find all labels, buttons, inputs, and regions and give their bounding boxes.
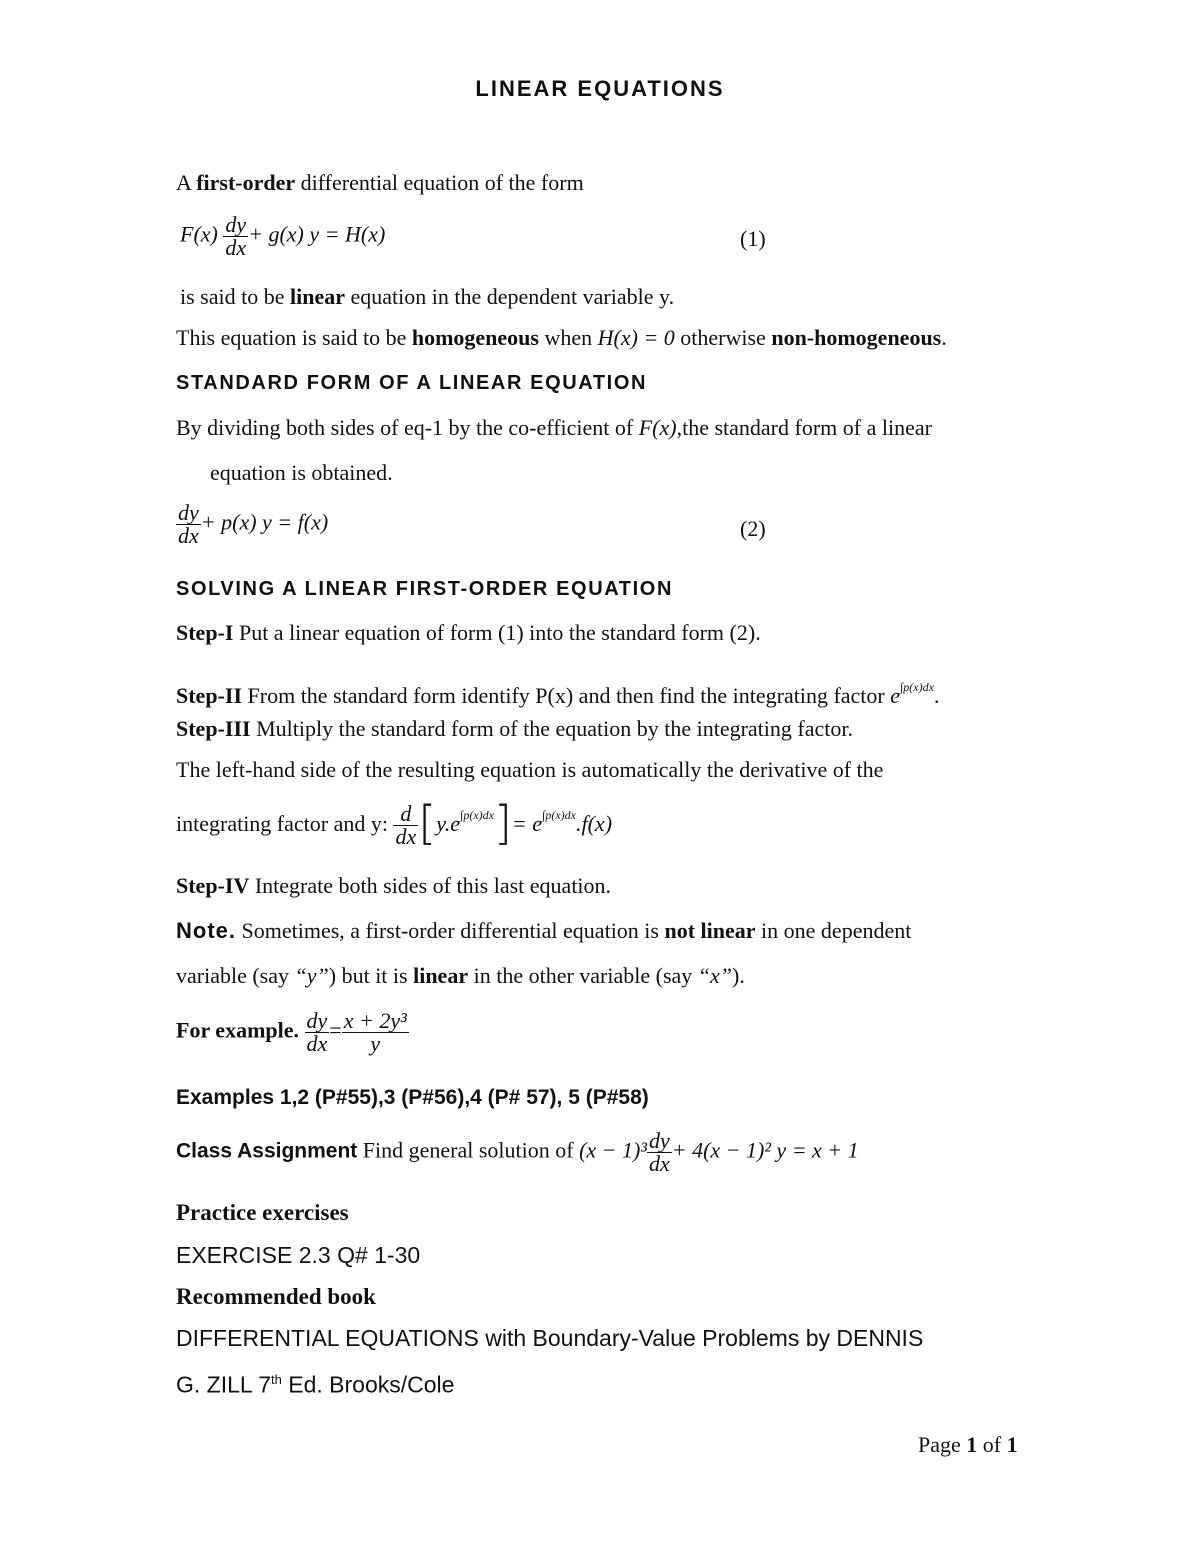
step-3-text: Multiply the standard form of the equation by the integrating factor.: [250, 716, 853, 741]
example-equals: =: [329, 1017, 342, 1043]
step-2-e: e: [890, 683, 900, 708]
eq1-frac-num: dy: [225, 212, 247, 237]
note-line2-bold: linear: [413, 963, 469, 988]
footer-pre: Page: [918, 1432, 967, 1457]
left-bracket-icon: [: [418, 796, 437, 850]
example-frac-den: dx: [306, 1031, 328, 1056]
intro-bold: first-order: [196, 170, 296, 195]
step-3: [176, 716, 853, 742]
heading-standard-form: STANDARD FORM OF A LINEAR EQUATION: [176, 372, 648, 394]
assignment-frac-den: dx: [648, 1151, 670, 1176]
step-3-tail: .f(x): [575, 811, 613, 836]
linear-pre: is said to be: [180, 284, 290, 309]
step-3-inner: y.e: [436, 811, 461, 836]
class-assignment: [176, 1130, 859, 1175]
footer-mid: of: [977, 1432, 1007, 1457]
standard-text-line1: [176, 415, 932, 441]
eq2-rest: + p(x) y = f(x): [200, 509, 329, 535]
step-2-text: From the standard form identify P(x) and then find the integrating factor: [242, 683, 891, 708]
note-line2-end: ).: [732, 963, 745, 988]
equation-1-number: (1): [740, 226, 766, 251]
page-footer: [918, 1432, 1018, 1458]
intro-post: differential equation of the form: [295, 170, 584, 195]
step-3-label: Step-III: [176, 716, 251, 741]
equation-2: [176, 502, 328, 547]
homog-mid2: otherwise: [674, 325, 772, 350]
homog-math: H(x) = 0: [597, 325, 675, 350]
step-2-label: Step-II: [176, 683, 243, 708]
heading-solving: SOLVING A LINEAR FIRST-ORDER EQUATION: [176, 578, 673, 600]
right-bracket-icon: ]: [493, 796, 512, 850]
step-3-line2: The left-hand side of the resulting equation is automatically the derivative of the: [176, 757, 884, 782]
example-fraction-right: [342, 1010, 409, 1055]
assignment-text: Find general solution of: [357, 1137, 580, 1163]
step-3-fraction: [393, 803, 418, 848]
example-rhs-den: y: [370, 1031, 381, 1056]
step-2-end: .: [933, 683, 940, 708]
book-line2: [176, 1367, 454, 1398]
example-label: For example.: [176, 1017, 300, 1043]
step-1: [176, 620, 761, 646]
practice-text: EXERCISE 2.3 Q# 1-30: [176, 1242, 421, 1268]
equation-2-number: (2): [740, 516, 766, 541]
eq2-frac-num: dy: [178, 500, 199, 525]
eq1-frac-den: dx: [225, 235, 247, 260]
example-rhs-num: x + 2y³: [343, 1008, 407, 1033]
step-1-label: Step-I: [176, 620, 234, 645]
step-4-text: Integrate both sides of this last equation.: [249, 873, 612, 898]
eq2-frac-den: dx: [178, 523, 199, 548]
homog-bold1: homogeneous: [411, 325, 539, 350]
eq1-fraction: [223, 214, 248, 259]
assignment-label: Class Assignment: [176, 1139, 358, 1163]
step-3-rhs: = e: [511, 811, 543, 836]
book-heading: Recommended book: [176, 1284, 376, 1309]
homog-bold2: non-homogeneous: [771, 325, 942, 350]
book-line2-pre: G. ZILL 7: [176, 1371, 272, 1398]
note-line2-x: “x”: [697, 963, 733, 988]
standard-text-line2: equation is obtained.: [210, 460, 393, 485]
standard-post: ,the standard form of a linear: [676, 415, 932, 440]
example-line: [176, 1010, 409, 1055]
examples-line: Examples 1,2 (P#55),3 (P#56),4 (P# 57), 5 (P#58): [176, 1086, 649, 1109]
note-post: in one dependent: [755, 918, 912, 943]
assignment-fraction: [647, 1130, 672, 1175]
book-line2-sup: th: [271, 1372, 282, 1387]
assignment-part2: + 4(x − 1)² y = x + 1: [671, 1137, 859, 1163]
step-2-exponent: ∫p(x)dx: [900, 680, 934, 694]
eq2-fraction: [176, 502, 201, 547]
footer-total-pages: 1: [1006, 1432, 1018, 1457]
practice-heading: Practice exercises: [176, 1200, 349, 1225]
step-4: [176, 873, 611, 899]
linear-line: [180, 284, 674, 310]
step-3-frac-den: dx: [395, 824, 417, 850]
note-pre: Sometimes, a first-order differential equation is: [236, 918, 665, 943]
step-3-line3: [176, 796, 612, 850]
standard-pre: By dividing both sides of eq-1 by the co-efficient of: [176, 415, 639, 440]
step-3-exponent: ∫p(x)dx: [460, 808, 494, 822]
book-line1: DIFFERENTIAL EQUATIONS with Boundary-Value Problems by DENNIS: [176, 1325, 924, 1351]
homogeneous-line: [176, 325, 947, 351]
book-line2-post: Ed. Brooks/Cole: [281, 1371, 455, 1398]
note-bold: not linear: [664, 918, 756, 943]
footer-current-page: 1: [966, 1432, 978, 1457]
assignment-part1: (x − 1)³: [579, 1137, 647, 1163]
page-title: LINEAR EQUATIONS: [475, 76, 725, 101]
note-line1: [176, 918, 911, 944]
note-label: Note.: [176, 918, 236, 943]
equation-1: [180, 214, 385, 259]
note-line2-pre: variable (say: [176, 963, 295, 988]
linear-post: equation in the dependent variable y.: [345, 284, 675, 309]
example-fraction-left: [305, 1010, 330, 1055]
eq1-rest: + g(x) y = H(x): [248, 221, 386, 247]
step-1-text: Put a linear equation of form (1) into the standard form (2).: [233, 620, 761, 645]
note-line2-y: “y”: [294, 963, 329, 988]
note-line2-mid: ) but it is: [328, 963, 414, 988]
eq1-lhs: F(x): [180, 221, 218, 247]
intro-line: [176, 170, 584, 196]
standard-math: F(x): [638, 415, 677, 440]
note-line2-mid2: in the other variable (say: [468, 963, 698, 988]
assignment-frac-num: dy: [648, 1128, 670, 1153]
step-3-line3-text: integrating factor and y:: [176, 811, 394, 836]
step-3-exponent-2: ∫p(x)dx: [542, 808, 576, 822]
homog-pre: This equation is said to be: [176, 325, 412, 350]
note-line2: [176, 963, 745, 989]
intro-pre: A: [176, 170, 197, 195]
homog-mid: when: [538, 325, 598, 350]
step-3-frac-num: d: [393, 803, 418, 826]
homog-end: .: [941, 325, 947, 350]
step-4-label: Step-IV: [176, 873, 250, 898]
example-frac-num: dy: [306, 1008, 328, 1033]
linear-bold: linear: [290, 284, 345, 309]
step-2: [176, 674, 939, 709]
